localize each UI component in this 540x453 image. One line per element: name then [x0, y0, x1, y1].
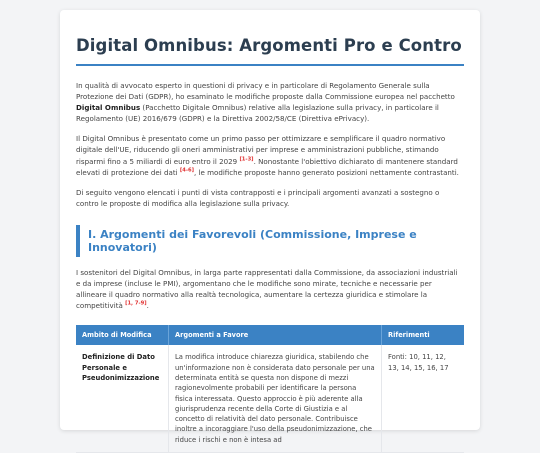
- table-cell-argument: La modifica introduce chiarezza giuridica, stabilendo che un'informazione non è considerata dato personale per una determinata entità se questa non dispone di mezzi ragionevolmente probabili per identificare la persona fisica interessata. Questo approccio è più aderente alla giurisprudenza recente della Corte di Giustizia e al concetto di relatività del dato personale. Contribuisce inoltre a incoraggiare l'uso della pseudonimizzazione, che riduce i rischi e non è intesa ad: [169, 345, 382, 452]
- intro-p2-text-a: Il Digital Omnibus è presentato come un primo passo per ottimizzare e semplificare il quadro normativo digitale dell'UE, riducendo gli oneri amministrativi per imprese e amministrazioni pubbliche, stimando risparmi fino a 5 miliardi di euro entro il 2029: [76, 134, 446, 166]
- document-content: [60, 10, 480, 453]
- table-cell-refs: Fonti: 10, 11, 12, 13, 14, 15, 16, 17: [382, 345, 465, 452]
- column-header: Ambito di Modifica: [76, 325, 169, 345]
- title-divider: [76, 64, 464, 66]
- table-row: [76, 345, 464, 452]
- intro-p1-text: In qualità di avvocato esperto in questioni di privacy e in particolare di Regolamento Generale sulla Protezione dei Dati (GDPR), ho esaminato le modifiche proposte dalla Commissione europea nel pacchetto: [76, 81, 455, 102]
- column-header: Argomenti a Favore: [169, 325, 382, 345]
- intro-p1-text-end: (Pacchetto Digitale Omnibus) relative alla legislazione sulla privacy, in particolare il Regolamento (UE) 2016/679 (GDPR) e la Direttiva 2002/58/CE (Direttiva ePrivacy).: [76, 103, 439, 124]
- page-title: Digital Omnibus: Argomenti Pro e Contro: [76, 36, 462, 55]
- intro-p1-bold: Digital Omnibus: [76, 103, 141, 113]
- column-header: Riferimenti: [382, 325, 465, 345]
- citation-ref[interactable]: [4-6]: [179, 167, 194, 174]
- section-paragraph: [76, 267, 464, 311]
- intro-p2-text-b: . Nonostante l'obiettivo dichiarato di mantenere standard elevati di protezione dei dati: [76, 156, 458, 177]
- section-heading: I. Argomenti dei Favorevoli (Commissione, Imprese e Innovatori): [76, 225, 464, 257]
- citation-ref[interactable]: [1-3]: [239, 156, 254, 163]
- section-text: I sostenitori del Digital Omnibus, in larga parte rappresentati dalla Commissione, da associazioni industriali e da imprese (incluse le PMI), argomentano che le modifiche sono mirate, tecniche e necessarie per allineare il quadro normativo alla realtà tecnologica, aumentare la certezza giuridica e stimolare la competitività: [76, 267, 458, 311]
- citation-ref[interactable]: [1, 7-9]: [125, 300, 147, 307]
- intro-p2-text-c: , le modifiche proposte hanno generato posizioni nettamente contrastanti.: [193, 167, 459, 177]
- table-cell-area: Definizione di Dato Personale e Pseudonimizzazione: [76, 345, 169, 452]
- intro-paragraph-2: [76, 133, 464, 177]
- arguments-table: [76, 325, 464, 453]
- intro-paragraph-1: [76, 80, 464, 124]
- section-text-end: .: [146, 301, 149, 311]
- intro-paragraph-3: Di seguito vengono elencati i punti di vista contrapposti e i principali argomenti avanzati a sostegno o contro le proposte di modifica alla legislazione sulla privacy.: [76, 187, 440, 208]
- document-card: [60, 10, 480, 444]
- table-header-row: [76, 325, 464, 345]
